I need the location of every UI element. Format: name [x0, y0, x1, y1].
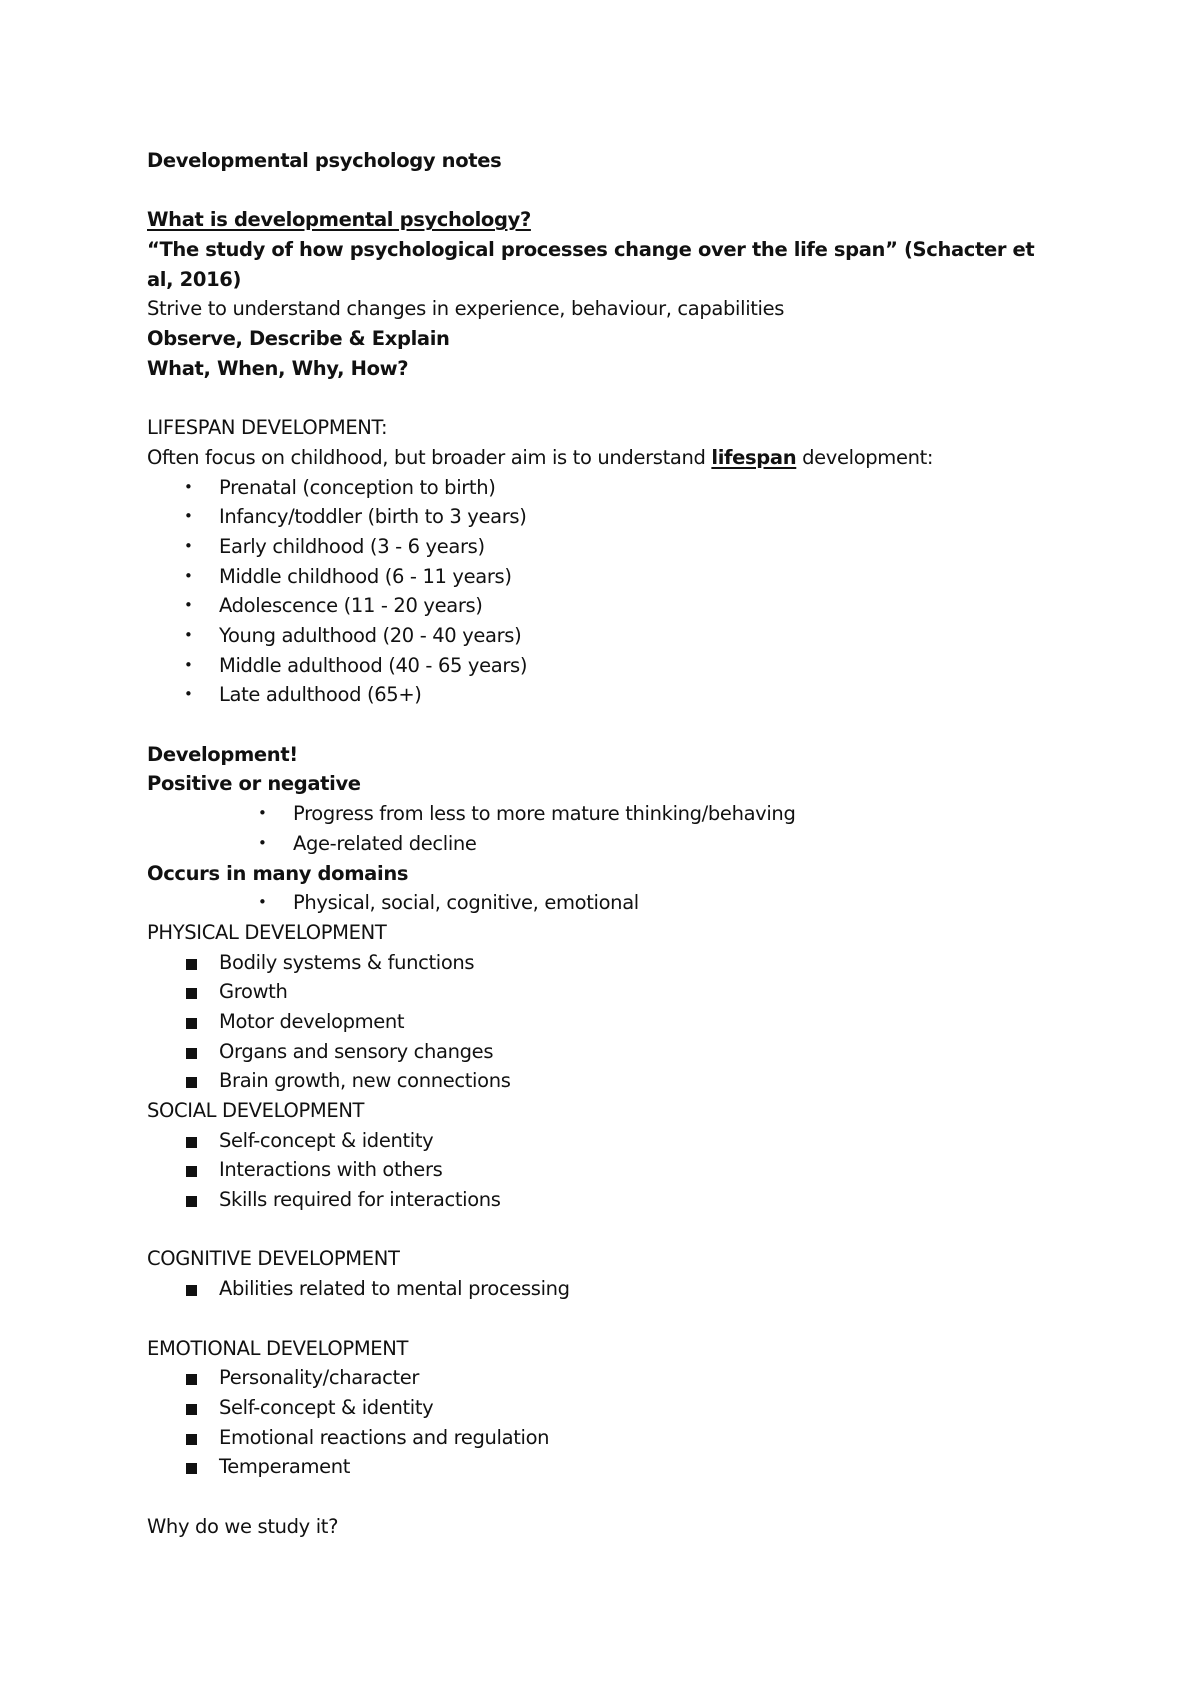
square-bullet-icon [186, 1374, 197, 1385]
list-item: Personality/character [147, 1363, 1047, 1393]
list-item: Motor development [147, 1007, 1047, 1037]
spacer [147, 176, 1047, 206]
lifespan-intro-part: development: [796, 445, 934, 469]
lifespan-intro [147, 443, 1047, 473]
square-bullet-icon [186, 1285, 197, 1296]
list-item: • Physical, social, cognitive, emotional [147, 888, 1047, 918]
list-item: Organs and sensory changes [147, 1037, 1047, 1067]
positive-negative-list [147, 799, 1047, 858]
observe-text: Observe, Describe & Explain [147, 327, 450, 351]
list-item: Self-concept & identity [147, 1393, 1047, 1423]
square-bullet-icon [186, 1166, 197, 1177]
lifespan-keyword: lifespan [711, 445, 797, 469]
list-item: • Age-related decline [147, 829, 1047, 859]
spacer [147, 1304, 1047, 1334]
list-item: Temperament [147, 1452, 1047, 1482]
why-study-question: Why do we study it? [147, 1514, 339, 1538]
bullet-icon: • [184, 477, 193, 496]
list-item: Skills required for interactions [147, 1185, 1047, 1215]
emotional-list [147, 1363, 1047, 1482]
bullet-icon: • [258, 833, 267, 852]
bullet-icon: • [258, 804, 267, 823]
list-item: Growth [147, 977, 1047, 1007]
bullet-icon: • [184, 536, 193, 555]
bullet-icon: • [184, 566, 193, 585]
bullet-icon: • [258, 893, 267, 912]
definition-quote: “The study of how psychological processes change over the life span” (Schacter et al, 2016) [147, 238, 1035, 291]
domains-heading: Occurs in many domains [147, 861, 409, 885]
square-bullet-icon [186, 1077, 197, 1088]
strive-text: Strive to understand changes in experience, behaviour, capabilities [147, 297, 785, 321]
square-bullet-icon [186, 1137, 197, 1148]
list-item: • Adolescence (11 - 20 years) [147, 591, 1047, 621]
stages-list [147, 473, 1047, 711]
list-item: • Middle childhood (6 - 11 years) [147, 562, 1047, 592]
bullet-icon: • [184, 655, 193, 674]
spacer [147, 1482, 1047, 1512]
social-heading: SOCIAL DEVELOPMENT [147, 1099, 365, 1123]
list-item: Brain growth, new connections [147, 1066, 1047, 1096]
lifespan-intro-part: Often focus on childhood, but broader aim is to understand [147, 445, 712, 469]
bullet-icon: • [184, 596, 193, 615]
list-item: • Middle adulthood (40 - 65 years) [147, 651, 1047, 681]
list-item: Abilities related to mental processing [147, 1274, 1047, 1304]
social-list [147, 1126, 1047, 1215]
physical-list [147, 948, 1047, 1096]
spacer [147, 384, 1047, 414]
bullet-icon: • [184, 507, 193, 526]
document-page [147, 146, 1047, 1541]
emotional-heading: EMOTIONAL DEVELOPMENT [147, 1336, 409, 1360]
list-item: Emotional reactions and regulation [147, 1423, 1047, 1453]
list-item: • Late adulthood (65+) [147, 680, 1047, 710]
square-bullet-icon [186, 1196, 197, 1207]
what-when-text: What, When, Why, How? [147, 356, 409, 380]
cognitive-heading: COGNITIVE DEVELOPMENT [147, 1247, 400, 1271]
bullet-icon: • [184, 685, 193, 704]
domains-list [147, 888, 1047, 918]
square-bullet-icon [186, 1434, 197, 1445]
bullet-icon: • [184, 626, 193, 645]
list-item: • Early childhood (3 - 6 years) [147, 532, 1047, 562]
document-title: Developmental psychology notes [147, 149, 502, 172]
list-item: Self-concept & identity [147, 1126, 1047, 1156]
spacer [147, 1215, 1047, 1245]
list-item: Bodily systems & functions [147, 948, 1047, 978]
list-item: • Progress from less to more mature thinking/behaving [147, 799, 1047, 829]
list-item: Interactions with others [147, 1155, 1047, 1185]
square-bullet-icon [186, 1018, 197, 1029]
development-heading: Development! [147, 742, 298, 766]
cognitive-list [147, 1274, 1047, 1304]
list-item: • Infancy/toddler (birth to 3 years) [147, 502, 1047, 532]
spacer [147, 710, 1047, 740]
list-item: • Prenatal (conception to birth) [147, 473, 1047, 503]
square-bullet-icon [186, 1404, 197, 1415]
list-item: • Young adulthood (20 - 40 years) [147, 621, 1047, 651]
lifespan-heading: LIFESPAN DEVELOPMENT: [147, 416, 388, 440]
positive-negative-heading: Positive or negative [147, 772, 361, 796]
square-bullet-icon [186, 959, 197, 970]
square-bullet-icon [186, 988, 197, 999]
physical-heading: PHYSICAL DEVELOPMENT [147, 920, 387, 944]
square-bullet-icon [186, 1048, 197, 1059]
square-bullet-icon [186, 1463, 197, 1474]
section-heading-what-is: What is developmental psychology? [147, 208, 531, 232]
